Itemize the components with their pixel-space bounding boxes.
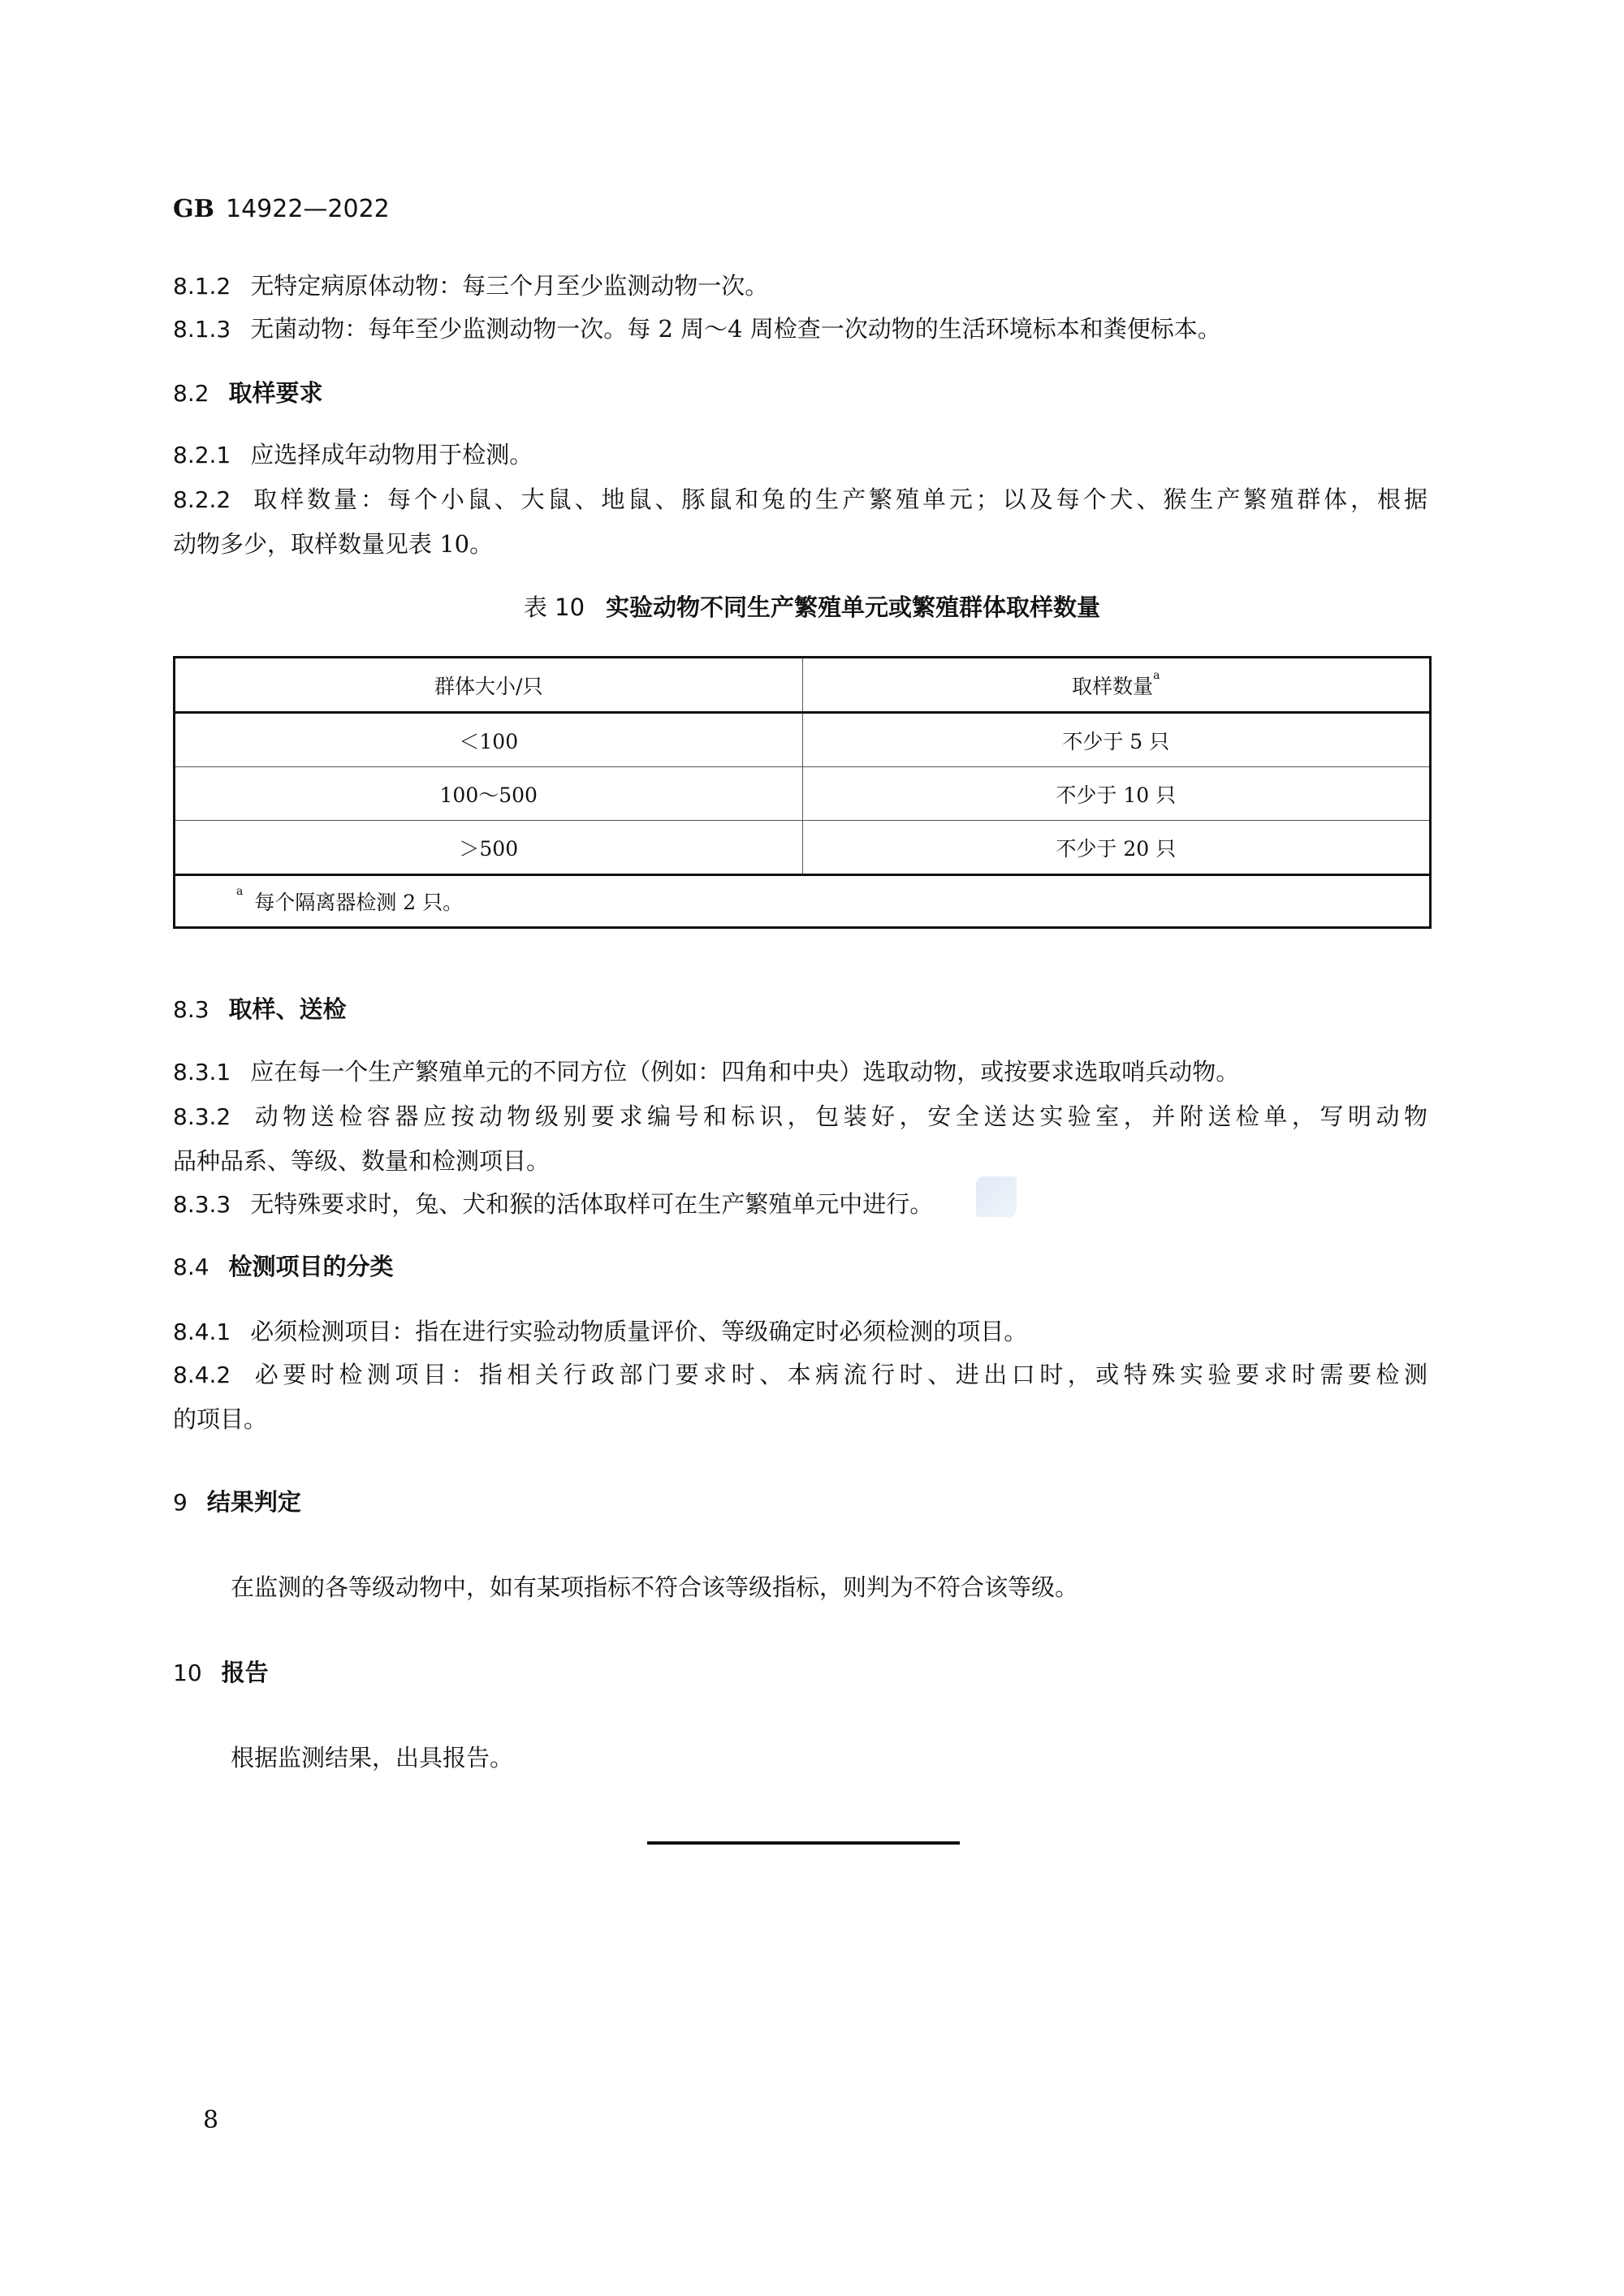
section-title: 取样要求 <box>228 379 323 407</box>
cell-group-size: ＞500 <box>175 821 803 875</box>
clause-number: 8.3.1 <box>173 1059 231 1085</box>
section-heading-9 <box>173 1486 1427 1518</box>
footnote-marker: a <box>236 885 244 898</box>
clause-text: 动物送检容器应按动物级别要求编号和标识，包装好，安全送达实验室，并附送检单，写明动物 <box>250 1103 1427 1130</box>
cell-group-size: ＜100 <box>175 713 803 767</box>
table-footnote <box>175 875 1431 928</box>
table-title: 实验动物不同生产繁殖单元或繁殖群体取样数量 <box>606 593 1101 621</box>
section-number: 8.3 <box>173 996 209 1023</box>
end-of-document-rule <box>647 1841 960 1845</box>
clause-number: 8.1.3 <box>173 316 231 343</box>
section-title: 取样、送检 <box>228 995 347 1023</box>
clause-text: 品种品系、等级、数量和检测项目。 <box>173 1147 551 1175</box>
clause-text: 动物多少，取样数量见表 10。 <box>173 530 494 558</box>
clause-number: 8.3.3 <box>173 1191 231 1218</box>
paragraph-text: 在监测的各等级动物中，如有某项指标不符合该等级指标，则判为不符合该等级。 <box>231 1573 1079 1601</box>
clause-text: 的项目。 <box>173 1405 268 1433</box>
table-row <box>175 821 1431 875</box>
cell-sample-count: 不少于 10 只 <box>802 767 1431 821</box>
section-number: 10 <box>173 1659 202 1686</box>
table-row <box>175 767 1431 821</box>
clause-8-4-2 <box>173 1358 1427 1391</box>
header-sample-count <box>802 658 1431 713</box>
cell-sample-count: 不少于 20 只 <box>802 821 1431 875</box>
section-heading-8-2 <box>173 377 1427 409</box>
section-number: 8.4 <box>173 1254 209 1280</box>
section-heading-8-3 <box>173 993 1427 1025</box>
clause-8-2-2 <box>173 483 1427 516</box>
section-heading-8-4 <box>173 1250 1427 1283</box>
header-group-size <box>175 658 803 713</box>
section-title: 报告 <box>221 1659 269 1686</box>
footnote-text: 每个隔离器检测 2 只。 <box>254 891 464 914</box>
table-number: 表 10 <box>523 593 585 621</box>
page-number: 8 <box>203 2106 219 2134</box>
clause-number: 8.4.2 <box>173 1362 231 1388</box>
header-label: 取样数量 <box>1072 674 1154 698</box>
clause-number: 8.1.2 <box>173 273 231 300</box>
clause-number: 8.3.2 <box>173 1103 231 1130</box>
section-title: 结果判定 <box>206 1488 301 1516</box>
clause-text: 应在每一个生产繁殖单元的不同方位（例如：四角和中央）选取动物，或按要求选取哨兵动物。 <box>250 1058 1240 1085</box>
clause-8-4-2-continued <box>173 1403 1427 1435</box>
header-label: 群体大小/只 <box>434 674 543 698</box>
clause-text: 无菌动物：每年至少监测动物一次。每 2 周～4 周检查一次动物的生活环境标本和粪便标本。 <box>250 315 1221 343</box>
clause-text: 应选择成年动物用于检测。 <box>250 441 533 468</box>
document-header <box>173 193 390 226</box>
clause-text: 取样数量：每个小鼠、大鼠、地鼠、豚鼠和兔的生产繁殖单元；以及每个犬、猴生产繁殖群体，根据 <box>250 486 1427 513</box>
paragraph-9 <box>231 1571 1485 1603</box>
clause-number: 8.2.1 <box>173 442 231 468</box>
table-footnote-row <box>175 875 1431 928</box>
table-header-row <box>175 658 1431 713</box>
standard-code: 14922—2022 <box>225 195 390 223</box>
clause-8-4-1 <box>173 1315 1427 1348</box>
footnote-marker: a <box>1153 668 1160 682</box>
clause-number: 8.2.2 <box>173 486 231 513</box>
cell-group-size: 100～500 <box>175 767 803 821</box>
clause-8-2-1 <box>173 438 1427 471</box>
clause-text: 无特殊要求时，兔、犬和猴的活体取样可在生产繁殖单元中进行。 <box>250 1190 934 1218</box>
paragraph-10 <box>231 1741 1485 1774</box>
paragraph-text: 根据监测结果，出具报告。 <box>231 1744 514 1772</box>
clause-8-3-2 <box>173 1100 1427 1133</box>
clause-text: 无特定病原体动物：每三个月至少监测动物一次。 <box>250 272 769 300</box>
section-number: 9 <box>173 1489 188 1516</box>
section-number: 8.2 <box>173 380 209 407</box>
table-row <box>175 713 1431 767</box>
section-title: 检测项目的分类 <box>228 1253 394 1280</box>
clause-8-3-3 <box>173 1188 1427 1220</box>
sampling-table <box>173 656 1432 929</box>
clause-text: 必要时检测项目：指相关行政部门要求时、本病流行时、进出口时，或特殊实验要求时需要检测 <box>250 1361 1427 1388</box>
clause-8-3-2-continued <box>173 1145 1427 1177</box>
clause-8-3-1 <box>173 1055 1427 1088</box>
clause-text: 必须检测项目：指在进行实验动物质量评价、等级确定时必须检测的项目。 <box>250 1318 1028 1345</box>
clause-8-1-2 <box>173 270 1427 302</box>
cell-sample-count: 不少于 5 只 <box>802 713 1431 767</box>
clause-8-1-3 <box>173 313 1427 345</box>
table-caption <box>0 591 1624 624</box>
clause-8-2-2-continued <box>173 528 1427 560</box>
section-heading-10 <box>173 1656 1427 1689</box>
clause-number: 8.4.1 <box>173 1318 231 1345</box>
standard-prefix: GB <box>173 195 214 223</box>
